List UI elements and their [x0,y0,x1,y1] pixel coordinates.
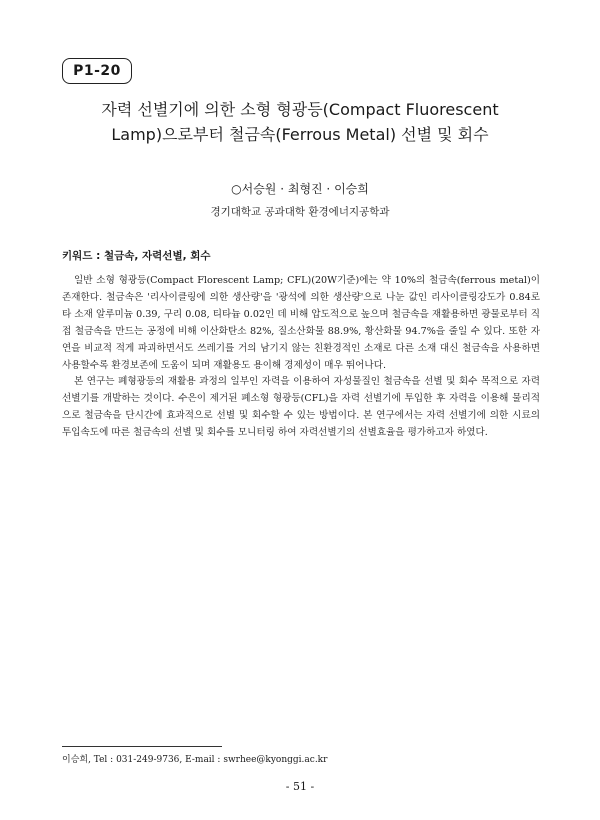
paper-id-label: P1-20 [62,58,132,84]
author-list: ○서승원 · 최형진 · 이승희 [231,182,369,196]
paragraph-2: 본 연구는 폐형광등의 재활용 과정의 일부인 자력을 이용하여 자성물질인 철금속을 선별 및 회수 목적으로 자력 선별기를 개발하는 것이다. 수은이 제거된 폐소형 형광등(CFL)을 자력 선별기에 투입한 후 자력을 이용해 물리적으로 철금속을 단시간에 효과적으로 선별 및 회수할 수 있는 방법이다. 본 연구에서는 자력 선별기에 의한 시료의 투입속도에 따른 철금속의 선별 및 회수를 모니터링 하여 자력선별기의 선별효율을 평가하고자 하였다. [62,376,540,439]
affiliation: 경기대학교 공과대학 환경에너지공학과 [210,206,390,218]
paragraph-1: 일반 소형 형광등(Compact Florescent Lamp; CFL)(20W기준)에는 약 10%의 철금속(ferrous metal)이 존재한다. 철금속은 '리사이클링에 의한 생산량'을 '광석에 의한 생산량'으로 나눈 값인 리사이클링강도가 0.84로 타 소재 알루미늄 0.39, 구리 0.08, 티타늄 0.02인 데 비해 압도적으로 높으며 철금속을 재활용하면 광물로부터 직접 철금속을 만드는 공정에 비해 이산화탄소 82%, 질소산화물 88.9%, 황산화물 94.7%을 줄일 수 있다. 또한 자연을 비교적 적게 파괴하면서도 쓰레기를 거의 남기지 않는 친환경적인 소재로 다른 소재 대신 철금속을 사용하면 사용할수록 환경보존에 도움이 되며 재활용도 용이해 경제성이 매우 뛰어나다. [62,275,540,371]
paper-title-line-1: 자력 선별기에 의한 소형 형광등(Compact Fluorescent [101,100,499,119]
page-number: - 51 - [285,780,315,793]
keywords: 키워드 : 철금속, 자력선별, 회수 [62,250,211,262]
paper-title-line-2: Lamp)으로부터 철금속(Ferrous Metal) 선별 및 회수 [111,125,489,144]
footnote-divider [62,746,222,747]
abstract-body [62,273,540,442]
footnote-contact: 이승희, Tel : 031-249-9736, E-mail : swrhee@kyonggi.ac.kr [62,755,328,765]
